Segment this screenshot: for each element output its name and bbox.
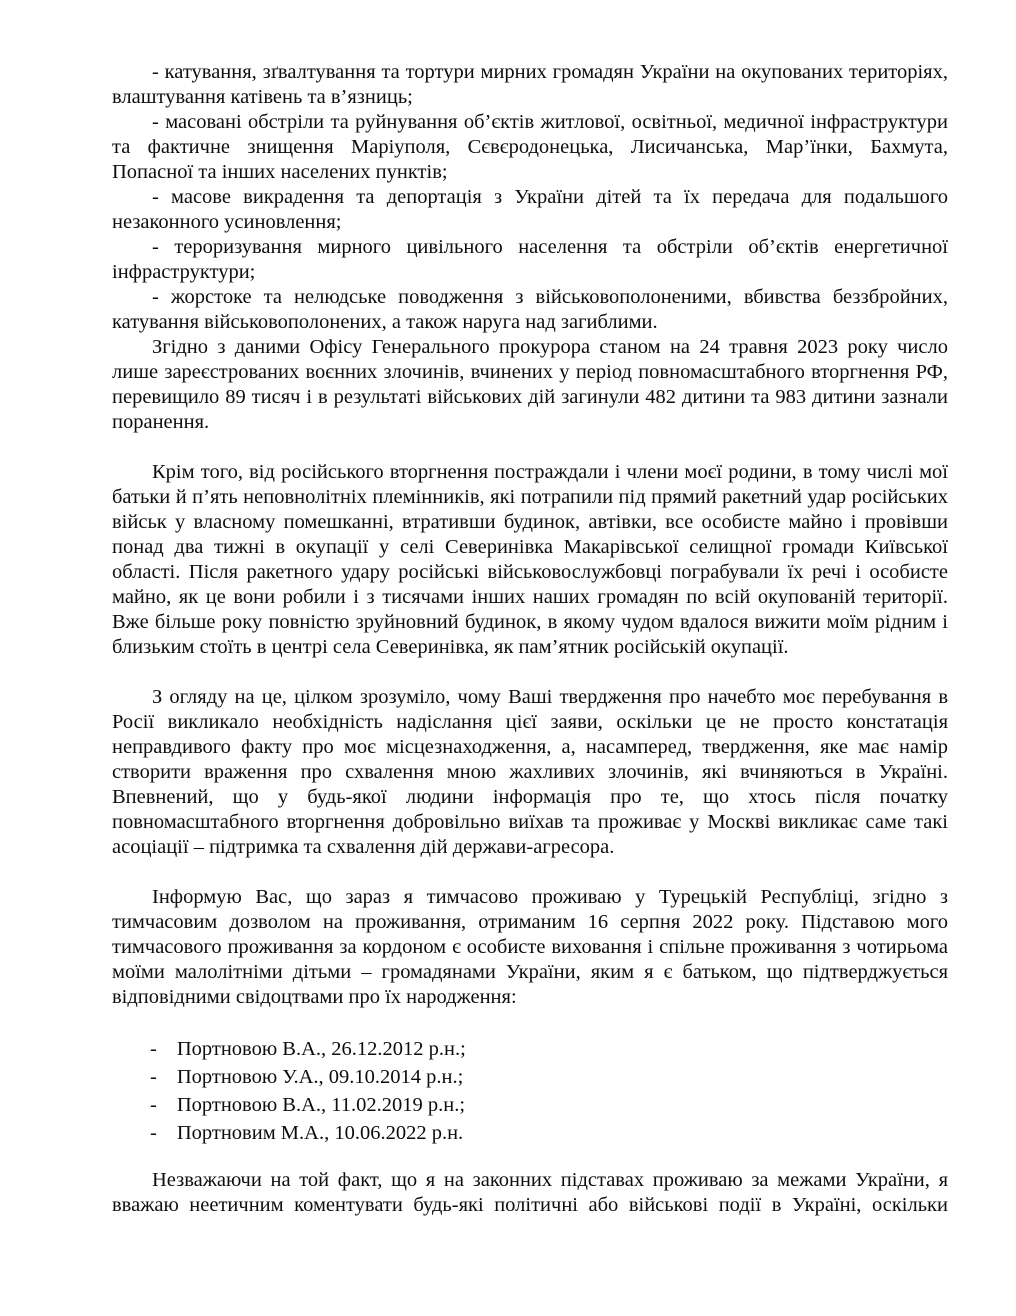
- bullet-paragraph-torture: - катування, зґвалтування та тортури мирних громадян України на окупованих територіях, влаштування катівень та в’язниць;: [112, 61, 948, 108]
- bullet-paragraph-terror: - тероризування мирного цивільного населення та обстріли об’єктів енергетичної інфраструктури;: [112, 236, 948, 283]
- list-item-text: Портновою В.А., 11.02.2019 р.н.;: [176, 1094, 466, 1116]
- children-list: [112, 1035, 948, 1147]
- list-item-child-4: [112, 1119, 948, 1147]
- list-item-child-3: [112, 1091, 948, 1119]
- bullet-paragraph-shelling: - масовані обстріли та руйнування об’єктів житлової, освітньої, медичної інфраструктури та фактичне знищення Маріуполя, Сєвєродонецька, Лисичанська, Мар’їнки, Бахмута, Попасної та інших населених пунктів;: [112, 111, 948, 183]
- paragraph-statement: З огляду на це, цілком зрозуміло, чому Ваші твердження про начебто моє перебування в Росії викликало необхідність надіслання цієї заяви, оскільки це не просто констатація неправдивого факту про моє місцезнаходження, а, насамперед, твердження, яке має намір створити враження про схвалення мною жахливих злочинів, які вчиняються в Україні. Впевнений, що у будь-якої людини інформація про те, що хтось після початку повномасштабного вторгнення добровільно виїхав та проживає у Москві викликає саме такі асоціації – підтримка та схвалення дій держави-агресора.: [112, 686, 948, 858]
- list-item-child-2: [112, 1063, 948, 1091]
- bullet-paragraph-pow: - жорстоке та нелюдське поводження з військовополоненими, вбивства беззбройних, катування військовополонених, а також наруга над загиблими.: [112, 286, 948, 333]
- bullet-paragraph-deportation: - масове викрадення та депортація з України дітей та їх передача для подальшого незаконного усиновлення;: [112, 186, 948, 233]
- paragraph-residence: Інформую Вас, що зараз я тимчасово проживаю у Турецькій Республіці, згідно з тимчасовим дозволом на проживання, отриманим 16 серпня 2022 року. Підставою мого тимчасового проживання за кордоном є особисте виховання і спільне проживання з чотирьома моїми малолітніми дітьми – громадянами України, яким я є батьком, що підтверджується відповідними свідоцтвами про їх народження:: [112, 886, 948, 1008]
- paragraph-prosecutor-data: Згідно з даними Офісу Генерального прокурора станом на 24 травня 2023 року число лише зареєстрованих воєнних злочинів, вчинених у період повномасштабного вторгнення РФ, перевищило 89 тисяч і в результаті військових дій загинули 482 дитини та 983 дитини зазнали поранення.: [112, 336, 948, 433]
- list-dash: -: [150, 1038, 157, 1060]
- list-item-child-1: [112, 1035, 948, 1063]
- list-item-text: Портновим М.А., 10.06.2022 р.н.: [176, 1122, 464, 1144]
- list-dash: -: [150, 1066, 157, 1088]
- list-item-text: Портновою В.А., 26.12.2012 р.н.;: [176, 1038, 466, 1060]
- list-dash: -: [150, 1094, 157, 1116]
- paragraph-family: Крім того, від російського вторгнення постраждали і члени моєї родини, в тому числі мої батьки й п’ять неповнолітніх племінників, які потрапили під прямий ракетний удар російських військ у власному помешканні, втративши будинок, автівки, все особисте майно і провівши понад два тижні в окупації у селі Северинівка Макарівської селищної громади Київської області. Після ракетного удару російські військовослужбовці пограбували їх речі і особисте майно, як це вони робили і з тисячами інших наших громадян по всій окупованій території. Вже більше року повністю зруйновний будинок, в якому чудом вдалося вижити моїм рідним і близьким стоїть в центрі села Северинівка, як пам’ятник російській окупації.: [112, 461, 948, 658]
- list-item-text: Портновою У.А., 09.10.2014 р.н.;: [176, 1066, 464, 1088]
- paragraph-closing: Незважаючи на той факт, що я на законних підставах проживаю за межами України, я вважаю неетичним коментувати будь-які політичні або військові події в Україні, оскільки: [112, 1169, 948, 1216]
- list-dash: -: [150, 1122, 157, 1144]
